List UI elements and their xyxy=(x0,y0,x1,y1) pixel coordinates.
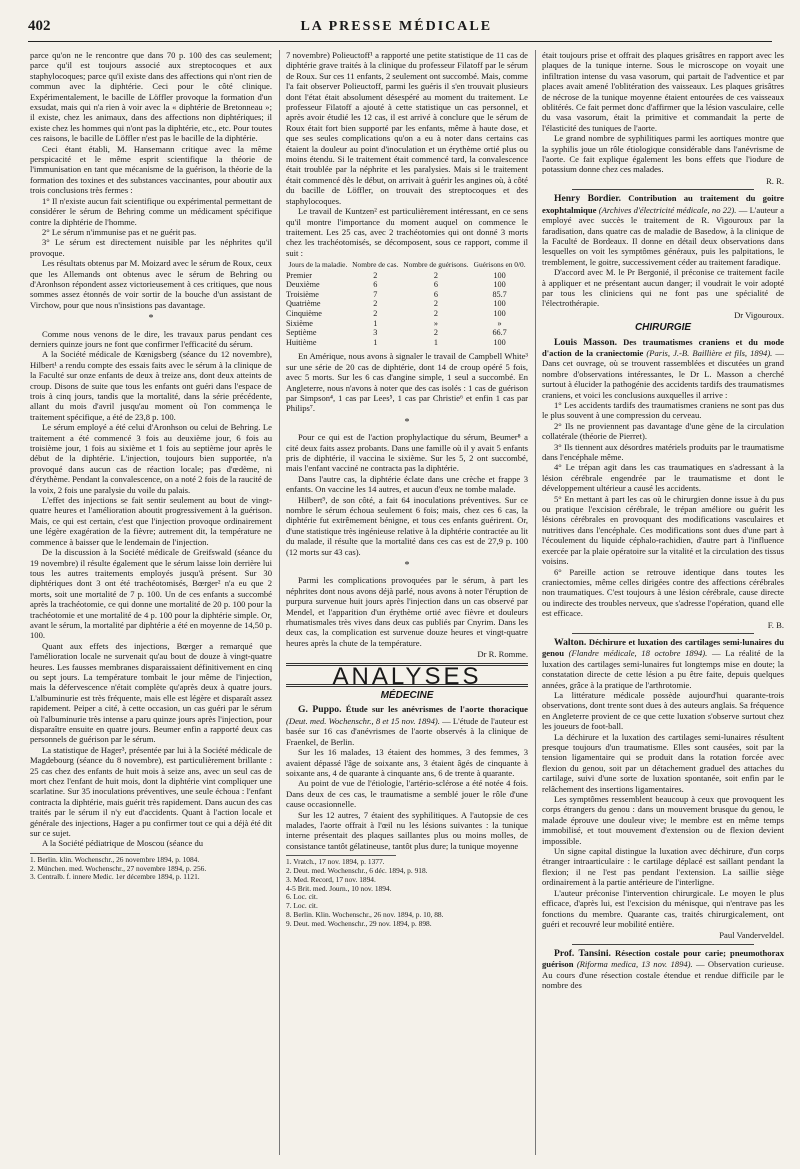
table-row xyxy=(286,338,528,348)
article-text: — Dans cet ouvrage, où se trouvent rassemblées et discutées un grand nombre d'observations intéressantes, le Dr L. Masson a cherché surtout à élucider la pathogénie des accidents tardifs des traumatismes craniens, et voici les conclusions auxquelles il arrive : xyxy=(542,347,784,400)
table-cell: 2 xyxy=(373,308,378,318)
paragraph: 1° Les accidents tardifs des traumatismes craniens ne sont pas dus le plus souvent à une compression du cerveau. xyxy=(542,400,784,421)
table-cell: 2 xyxy=(433,270,438,280)
section-heading-chirurgie: CHIRURGIE xyxy=(634,322,692,334)
paragraph: Un signe capital distingue la luxation avec déchirure, d'un corps étranger intraarticulaire : le cartilage déplacé est saillant pendant la flexion; il ne l'est pas pendant l'extension. La saillie siège ordinairement à la partie antérieure de l'interligne. xyxy=(542,846,784,888)
paragraph: Comme nous venons de le dire, les travaux parus pendant ces derniers quinze jours ne font que confirmer l'efficacité du sérum. xyxy=(30,328,272,349)
paragraph: Le sérum employé a été celui d'Aronhson ou celui de Behring. Le traitement a été commencé 3 fois au deuxième jour, 6 fois au troisième jour, 1 fois au sixième et 1 fois au septième jour après le début de la diphtérie. L'injection, toujours bien supportée, n'a provoqué dans aucun cas de réaction locale; pas d'œdème, ni d'érythème. Pendant la convalescence, on a noté 2 fois de la raucité de la voix, 2 fois une paralysie du voile du palais. xyxy=(30,422,272,495)
footnote: 1. Vratch., 17 nov. 1894, p. 1377. xyxy=(286,857,385,867)
paragraph: Au point de vue de l'étiologie, l'artério-sclérose a été notée 4 fois. Dans deux de ces cas, le traumatisme a semblé jouer le rôle d'une cause occasionnelle. xyxy=(286,778,528,810)
author-signature: F. B. xyxy=(767,619,784,630)
analysis-article xyxy=(542,948,784,991)
analyses-heading: ANALYSES xyxy=(332,662,482,690)
paragraph: Sur les 16 malades, 13 étaient des hommes, 3 des femmes, 3 avaient dépassé l'âge de soixante ans, 3 étaient âgés de cinquante à soixante ans, 4 de quarante à cinquante ans, 6 de trente à quarante. xyxy=(286,747,528,778)
article-title: Contribution au traitement du goitre exophtalmique xyxy=(542,193,784,215)
article-separator xyxy=(572,189,754,190)
table-row xyxy=(286,271,528,281)
article-title: Étude sur les anévrismes de l'aorte thoracique xyxy=(345,704,528,715)
footnote: 8. Berlin. Klin. Wochenschr., 26 nov. 1894, p. 10, 88. xyxy=(286,909,444,919)
paragraph: Le grand nombre de syphilitiques parmi les aortiques montre que la syphilis joue un rôle étiologique considérable dans l'anévrisme de l'aorte. Ce fait explique également les bons effets que l'iodure de potassium donne chez ces malades. xyxy=(542,133,784,175)
article-text: — L'auteur a employé avec succès le traitement de R. Vigouroux par la faradisation, dans quatre cas de maladie de Basedow, à la clinique de la Faculté de Bordeaux. Il donne en détail deux observations dans lesquelles on voit les symptômes généraux, puis les palpitations, le tremblement, le goitre, successivement céder au traitement faradique. xyxy=(542,204,784,267)
table-cell: 1 xyxy=(373,337,378,347)
table-cell: 100 xyxy=(493,280,506,290)
paragraph: La littérature médicale possède aujourd'hui quarante-trois observations, dont trente sont dues à des auteurs anglais. Sa fréquence en Angleterre provient de ce que cette luxation s'observe surtout chez les joueurs de foot-ball. xyxy=(542,689,784,732)
footnote: 4-5 Brit. med. Journ., 10 nov. 1894. xyxy=(286,883,392,893)
author-signature: Dr Vigouroux. xyxy=(734,309,784,320)
paragraph: Pour ce qui est de l'action prophylactique du sérum, Beumer⁸ a cité deux faits assez probants. Dans une famille où il y avait 5 enfants pris de diphtérie, il vaccina le sixième. Sur les 5, 2 ont succombé, mais l'enfant vacciné ne contracta pas la diphtérie. xyxy=(286,432,528,474)
table-cell: 3 xyxy=(373,328,378,338)
paragraph: Parmi les complications provoquées par le sérum, à part les néphrites dont nous avons déjà parlé, nous avons à noter l'éruption de purpura survenue huit jours après l'injection dans un cas observé par Mendel, et l'apparition d'un érythème ortié avec fièvre et douleurs rhumatismales très vives dans deux cas publiés par Cnyrim. Dans les deux cas, la complication est survenue douze heures et vingt-quatre heures après la chute de la température. xyxy=(286,575,528,648)
footnote: 6. Loc. cit. xyxy=(286,892,318,902)
article-author: Henry Bordier. xyxy=(554,193,622,205)
paragraph: Dans l'autre cas, la diphtérie éclate dans une crèche et frappe 3 enfants. On vaccine les 14 autres, et aucun d'eux ne tombe malade. xyxy=(286,473,528,495)
table-cell: Cinquième xyxy=(286,308,322,318)
page-number: 402 xyxy=(28,18,51,34)
paragraph: Les symptômes ressemblent beaucoup à ceux que provoquent les corps étrangers du genou : dans un mouvement brusque du genou, le malade éprouve une douleur vive; le membre est en même temps immobilisé, et tout mouvement d'extension ou de flexion devient impossible. xyxy=(542,794,784,846)
paragraph: Quant aux effets des injections, Bœrger a remarqué que l'amélioration locale ne survenait qu'au bout de douze à vingt-quatre heures. Les fausses membranes disparaissaient définitivement en cinq ou sept jours. La température tombait le jour même de l'injection, mais la défervescence n'était complète qu'après deux à quatre jours. L'albuminurie est très fréquente, mais elle est légère et disparaît assez rapidement. Peiper a cité, à cette occasion, un cas guéri par le sérum où l'albuminurie très intense a paru quinze jours après l'injection, pour disparaître ensuite en quatre jours. Beumer enfin a rapporté deux cas personnels de guérison par le sérum. xyxy=(30,640,272,745)
article-text: — La réalité de la luxation des cartilages semi-lunaires fut longtemps mise en doute; la constatation directe de cette lésion a pu être faite, depuis quelques années, grâce à la pratique de l'arthrotomie. xyxy=(542,648,784,690)
table-cell: 2 xyxy=(433,308,438,318)
section-asterisk: * xyxy=(404,416,410,428)
column-divider xyxy=(279,50,280,1155)
table-cell: 2 xyxy=(433,299,438,309)
footnote-rule xyxy=(30,853,140,854)
column-3 xyxy=(542,50,784,1155)
footnote-rule xyxy=(286,855,396,856)
footnote: 9. Deut. med. Wochenschr., 29 nov. 1894, p. 898. xyxy=(286,918,432,928)
column-divider xyxy=(535,50,536,1155)
header-rule xyxy=(28,41,772,42)
table-cell: 100 xyxy=(493,270,506,280)
article-source: (Archives d'électricité médicale, no 22). xyxy=(598,204,737,215)
paragraph: A la Société pédiatrique de Moscou (séance du xyxy=(42,838,204,849)
table-cell: 7 xyxy=(373,289,378,299)
paragraph: La déchirure et la luxation des cartilages semi-lunaires résultent presque toujours d'un traumatisme. Elles sont causées, soit par la tension ligamentaire qui se produit dans la rotation forcée avec flexion du genou, soit par un détachement graduel des attaches du cartilage, suivi d'une sorte de luxation spontanée, soit enfin par le relâchement des insertions ligamentaires. xyxy=(542,731,784,794)
paragraph: 4° Le trépan agit dans les cas traumatiques en s'adressant à la lésion cérébrale engendrée par le traumatisme et dont le développement ultérieur a causé les accidents. xyxy=(542,462,784,494)
table-row xyxy=(286,309,528,319)
article-text: — Observation curieuse. Au cours d'une résection costale étendue et rendue difficile par le nombre des xyxy=(542,959,784,990)
table-cell: 2 xyxy=(373,299,378,309)
table-cell: Troisième xyxy=(286,289,319,299)
paragraph: En Amérique, nous avons à signaler le travail de Campbell White³ sur une série de 20 cas de diphtérie, dont 14 de croup opéré 5 fois, avec 5 morts. Sur les 6 cas d'angine simple, 1 seul a succombé. En Angleterre, nous n'avons à noter que des cas isolés : 1 cas de guérison par Simpson⁴, 1 cas par Lees⁵, 1 cas par Christie⁶ et enfin 1 cas par Philips⁷. xyxy=(286,351,528,414)
paragraph: Hilbert⁹, de son côté, a fait 64 inoculations préventives. Sur ce nombre le sérum échoua seulement 6 fois; mais, chez ces 6 cas, la diphtérie fut extrêmement bénigne, et tous ces enfants guérirent. Or, d'une statistique très ingénieuse relative à la diphtérie contractée au lit du malade, il résulte que la mortalité dans ces cas est de 27,9 p. 100 (12 morts sur 43 cas). xyxy=(286,494,528,557)
table-header-cell: Nombre de cas. xyxy=(352,260,399,270)
author-signature: Paul Vanderveldel. xyxy=(719,930,784,941)
table-cell: 100 xyxy=(493,337,506,347)
table-cell: Sixième xyxy=(286,318,313,328)
journal-title: LA PRESSE MÉDICALE xyxy=(300,19,493,34)
table-cell: Premier xyxy=(286,270,312,280)
table-cell: 100 xyxy=(493,299,506,309)
table-cell: 100 xyxy=(493,308,506,318)
article-title: Des traumatismes craniens et du mode d'action de la craniectomie xyxy=(542,336,784,358)
table-row xyxy=(286,319,528,329)
paragraph: parce qu'on ne le rencontre que dans 70 p. 100 des cas seulement; parce qu'il est toujours associé aux streptocoques et aux staphylocoques; parce qu'il existe dans des affections qui n'ont rien de commun avec la diphtérie. Ceci pour le côté clinique. Expérimentalement, le bacille de Löffler provoque la formation d'un exsudat, mais qui n'a rien à voir avec la « diphtérie de Bretonneau »; il existe, chez les animaux, dans des affections non diphtériques; il existe chez les hommes qui n'ont pas la diphtérie, etc., etc. Pour toutes ces raisons, le bacille de Löffler n'est pas le bacille de la diphtérie. xyxy=(30,50,272,144)
table-row xyxy=(286,290,528,300)
paragraph: Ceci étant établi, M. Hansemann critique avec la même perspicacité et le même esprit scientifique la théorie de l'immunisation en tant que mécanisme de la guérison, la théorie de la formation des toxines et des substances vaccinantes, pour aboutir aux trois conclusions très fermes : xyxy=(30,143,272,196)
paragraph: 1° Il n'existe aucun fait scientifique ou expérimental permettant de considérer le sérum de Behring comme un médicament spécifique contre la diphtérie de l'homme. xyxy=(30,195,272,227)
paragraph: Les résultats obtenus par M. Moizard avec le sérum de Roux, ceux que les Allemands ont obtenus avec le sérum de Behring ou d'Aronhson répondent assez victorieusement à ces critiques, que nous sommes assez étonnés de voir sortir de la bouche d'un assistant de Virchow, pour que nous n'insistions pas davantage. xyxy=(30,258,272,310)
table-cell: Huitième xyxy=(286,337,317,347)
paragraph: L'effet des injections se fait sentir seulement au bout de vingt-quatre heures et l'amélioration aboutit progressivement à la guérison. Mais, ce qui est certain, c'est que l'injection provoque ordinairement une légère exagération de la fièvre; autrement dit, la température ne commence à baisser que le lendemain de l'injection. xyxy=(30,495,272,547)
table-cell: 6 xyxy=(433,280,438,290)
article-title: Déchirure et luxation des cartilages semi-lunaires du genou xyxy=(542,636,784,659)
table-header-cell: Jours de la maladie. xyxy=(288,260,348,270)
kuntzen-statistics-table xyxy=(286,260,528,347)
paragraph: 7 novembre) Polieuctoff¹ a rapporté une petite statistique de 11 cas de diphtérie grave traités à la clinique du professeur Filatoff par le sérum de Roux. Sur ces 11 enfants, 2 seulement ont succombé. Mais, comme l'a fait observer Polieuctoff, parmi les guéris il s'en trouvait plusieurs dont l'état était absolument désespéré au moment du traitement. Le professeur Filatoff a ajouté à cette statistique un cas personnel, et après avoir étudié les 12 cas, il est arrivé à conclure que le sérum de Roux était fort bien supporté par les enfants, même à haute dose, et que ses seules complications qu'on a eu à noter dans certains cas étaient la douleur au point d'inoculation et un érythème ortié plus ou moins étendu. Si le traitement était commencé tard, la convalescence était troublée par la néphrite et les paralysies. Mais si le traitement était commencé dès le début, on arrivait à guérir les angines où, à côté du bacille de Löffler, on trouvait des streptocoques et des staphylocoques. xyxy=(286,50,528,206)
section-heading-medecine: MÉDECINE xyxy=(380,690,434,702)
article-separator xyxy=(572,633,754,634)
table-cell: 6 xyxy=(433,289,438,299)
table-cell: 1 xyxy=(373,318,378,328)
analysis-article xyxy=(542,193,784,267)
author-signature: Dr R. Romme. xyxy=(477,649,528,660)
column-2 xyxy=(286,50,528,1155)
table-cell: Quatrième xyxy=(286,299,321,309)
article-source: (Deut. med. Wochenschr., 8 et 15 nov. 1894). xyxy=(286,715,440,726)
table-cell: Deuxième xyxy=(286,280,320,290)
paragraph: La statistique de Hager³, présentée par lui à la Société médicale de Magdebourg (séance du 8 novembre), est particulièrement brillante : 25 cas chez des enfants de huit mois à seize ans, avec un seul cas de mort chez l'enfant de huit mois, dont la diphtérie vint compliquer une scarlatine. Sur 35 inoculations préventives, une seule échoua : l'enfant contracta la diphtérie, mais guérit très rapidement. Dans aucun des cas traités par le sérum il n'y eut d'accidents. Quant à l'action locale et générale des injections, Hager a pu confirmer tout ce qui a déjà été dit sur ce sujet. xyxy=(30,744,272,839)
author-signature: R. R. xyxy=(766,175,784,186)
article-author: Walton. xyxy=(554,636,587,648)
table-cell: 2 xyxy=(433,328,438,338)
paragraph: 2° Le sérum n'immunise pas et ne guérit pas. xyxy=(42,226,197,237)
analysis-article xyxy=(542,637,784,690)
table-row xyxy=(286,328,528,338)
table-header-cell: Guérisons en 0/0. xyxy=(473,260,526,270)
article-source: (Riforma medica, 13 nov. 1894). xyxy=(576,959,693,970)
paragraph: Le travail de Kuntzen² est particulièrement intéressant, en ce sens qu'il montre l'importance du moment auquel on commence le traitement. Les 25 cas, avec 2 trachéotomies qui ont donné 3 morts chez les trachéotomisés, se décomposent, sous ce rapport, comme il suit : xyxy=(286,206,528,258)
paragraph: 6° Pareille action se retrouve identique dans toutes les craniectomies, même celles dirigées contre des affections cérébrales non traumatiques. C'est toujours à une lésion cérébrale, cause directe ou indirecte des troubles nerveux, que s'adresse l'opération, quand elle est efficace. xyxy=(542,566,784,619)
footnote: 2. Deut. med. Wochenschr., 6 déc. 1894, p. 918. xyxy=(286,865,428,875)
paragraph: De la discussion à la Société médicale de Greifswald (séance du 19 novembre) il résulte également que le sérum laisse loin derrière lui tous les autres traitements employés jusqu'à présent. Sur 30 diphtériques dont 3 ont été trachéotomisés, Bœrger² n'a eu que 2 morts, soit une mortalité de 7 p. 100. Un de ces enfants a succombé après la trachéotomie, ce qui donne une mortalité de 20 p. 100 pour la trachéotomie et une mortalité de 4 p. 100 pour la diphtérie simple. Or, avant le sérum, la mortalité par diphtérie a été en moyenne de 14,50 p. 100. xyxy=(30,547,272,641)
paragraph: 5° En mettant à part les cas où le chirurgien donne issue à du pus ou pratique l'excision cérébrale, le trépan améliore ou guérit les lésions cérébrales en provoquant des modifications vasculaires et nutritives dans l'encéphale. Ces modifications sont dues d'une part à l'écoulement du liquide céphalo-rachidien, d'autre part à l'influence exercée par la plaie opératoire sur la vitalité et la circulation des tissus voisins. xyxy=(542,493,784,567)
table-cell: 1 xyxy=(433,337,438,347)
article-source: (Paris, J.-B. Baillière et fils, 1894). xyxy=(646,347,773,358)
paragraph: A la Société médicale de Kœnigsberg (séance du 12 novembre), Hilbert¹ a rendu compte des essais faits avec le sérum à la clinique de la Faculté sur onze enfants de deux à treize ans, dont deux atteints de croup. Disons de suite que tous les enfants ont guéri dans l'espace de trois à cinq jours, tandis que la mortalité, dans la série précédente, allant du mois d'avril jusqu'au moment où l'on commença le traitement spécifique, a été de 23,8 p. 100. xyxy=(30,349,272,422)
footnote: 7. Loc. cit. xyxy=(286,901,318,911)
footnote: 3. Med. Record, 17 nov. 1894. xyxy=(286,874,376,884)
table-header-cell: Nombre de guérisons. xyxy=(403,260,469,270)
table-cell: 85.7 xyxy=(492,289,507,299)
footnote: 3. Centralb. f. innere Medic. 1er décembre 1894, p. 1121. xyxy=(30,872,200,882)
paragraph: 2° Ils ne proviennent pas davantage d'une gène de la circulation collatérale (théorie de Pierret). xyxy=(542,420,784,442)
table-row xyxy=(286,299,528,309)
footnote: 1. Berlin. klin. Wochenschr., 26 novembre 1894, p. 1084. xyxy=(30,854,200,864)
table-row xyxy=(286,280,528,290)
paragraph: L'auteur préconise l'intervention chirurgicale. Le moyen le plus efficace, d'après lui, est l'excision du ménisque, qui n'entrave pas les fonctions du membre. Quarante cas, traités chirurgicalement, ont guéri et recouvré leur mobilité entière. xyxy=(542,887,784,929)
analysis-article xyxy=(286,704,528,747)
article-author: Prof. Tansini. xyxy=(554,947,611,959)
table-cell: 66.7 xyxy=(492,328,507,338)
page-header xyxy=(28,18,772,36)
table-cell: Septième xyxy=(286,328,317,338)
paragraph: 3° Le sérum est directement nuisible par les néphrites qu'il provoque. xyxy=(30,237,272,258)
article-author: Louis Masson. xyxy=(554,336,618,348)
table-header-row xyxy=(286,260,528,270)
table-cell: 6 xyxy=(373,280,378,290)
article-text: — L'étude de l'auteur est basée sur 16 cas d'anévrismes de l'aorte observés à la clinique de Fraenkel, de Berlin. xyxy=(286,715,528,747)
section-asterisk: * xyxy=(148,313,154,325)
analysis-article xyxy=(542,337,784,400)
table-cell: 2 xyxy=(373,270,378,280)
article-title: Résection costale pour carie; pneumothorax guérison xyxy=(542,947,784,970)
section-asterisk: * xyxy=(404,560,410,571)
article-separator xyxy=(572,944,754,945)
table-cell: » xyxy=(497,318,502,328)
paragraph: 3° Ils tiennent aux désordres matériels produits par le traumatisme dans l'encéphale même. xyxy=(542,441,784,463)
footnote: 2. München. med. Wochenschr., 27 novembre 1894, p. 256. xyxy=(30,863,207,873)
article-author: G. Puppo. xyxy=(298,704,342,716)
column-1 xyxy=(30,50,272,1155)
paragraph: D'accord avec M. le Pr Bergonié, il préconise ce traitement facile à appliquer et ne présentant aucun danger; il voudrait le voir adopté par tous les cliniciens qui ne font pas une spécialité de l'électrothérapie. xyxy=(542,267,784,309)
article-source: (Flandre médicale, 18 octobre 1894). xyxy=(568,648,708,659)
table-cell: » xyxy=(433,318,438,328)
paragraph: Sur les 12 autres, 7 étaient des syphilitiques. A l'autopsie de ces malades, l'aorte offrait à l'œil nu les lésions suivantes : la tunique interne présentait des plaques saillantes plus ou moins molles, de consistance tantôt gélatineuse, tantôt plus dure; la tunique moyenne xyxy=(286,809,528,851)
paragraph: était toujours prise et offrait des plaques grisâtres en rapport avec les plaques de la tunique interne. Sous le microscope on voyait une infiltration intense du vasa vasorum, qui partait de l'adventice et par places avait amené l'oblitération des vaisseaux. Les plaques grisâtres de nécrose de la tunique moyenne étaient entourées de ces vaisseaux oblitérés. Ce fait permet donc d'affirmer que la lésion vasculaire, celle du vasa vasorum, était la primitive et commandait la perte de l'élasticité des tuniques de l'aorte. xyxy=(542,50,784,133)
